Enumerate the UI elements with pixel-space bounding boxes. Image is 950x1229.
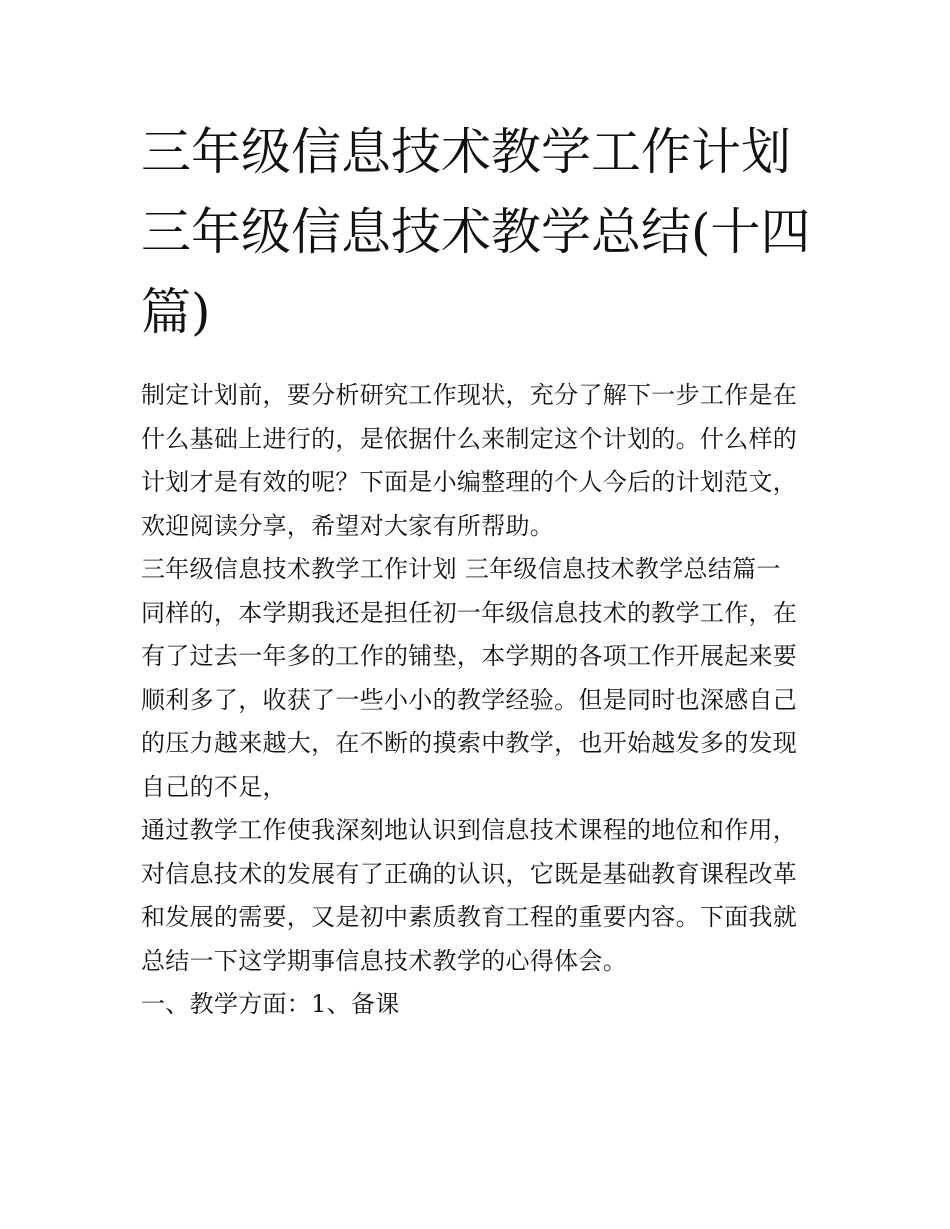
text-line: 计划才是有效的呢？下面是小编整理的个人今后的计划范文，	[141, 468, 798, 496]
document-title	[141, 112, 813, 352]
text-line: 顺利多了，收获了一些小小的教学经验。但是同时也深感自己	[141, 685, 798, 714]
text-line: 对信息技术的发展有了正确的认识，它既是基础教育课程改革	[141, 859, 798, 888]
text-line: 同样的，本学期我还是担任初一年级信息技术的教学工作，在	[141, 598, 798, 627]
text-line: 三年级信息技术教学工作计划 三年级信息技术教学总结篇一	[141, 555, 781, 583]
text-line: 和发展的需要，又是初中素质教育工程的重要内容。下面我就	[141, 903, 798, 931]
title-line: 三年级信息技术教学总结(十四	[141, 203, 811, 261]
text-line: 的压力越来越大，在不断的摸索中教学，也开始越发多的发现	[141, 729, 798, 757]
text-line: 一、教学方面：1、备课	[141, 990, 400, 1018]
text-line: 制定计划前，要分析研究工作现状，充分了解下一步工作是在	[141, 381, 798, 409]
body-paragraph	[141, 592, 813, 810]
document-body	[141, 374, 813, 1027]
section-heading	[141, 548, 813, 592]
body-paragraph	[141, 809, 813, 983]
text-line: 欢迎阅读分享，希望对大家有所帮助。	[141, 511, 555, 540]
title-line: 三年级信息技术教学工作计划	[141, 123, 791, 181]
text-line: 自己的不足，	[141, 772, 287, 801]
intro-paragraph	[141, 374, 813, 548]
text-line: 总结一下这学期事信息技术教学的心得体会。	[141, 946, 627, 975]
text-line: 有了过去一年多的工作的铺垫，本学期的各项工作开展起来要	[141, 642, 798, 670]
document-page	[141, 112, 813, 1027]
text-line: 什么基础上进行的，是依据什么来制定这个计划的。什么样的	[141, 424, 798, 453]
text-line: 通过教学工作使我深刻地认识到信息技术课程的地位和作用，	[141, 816, 798, 844]
title-line: 篇)	[141, 283, 211, 341]
subsection-heading	[141, 983, 813, 1027]
